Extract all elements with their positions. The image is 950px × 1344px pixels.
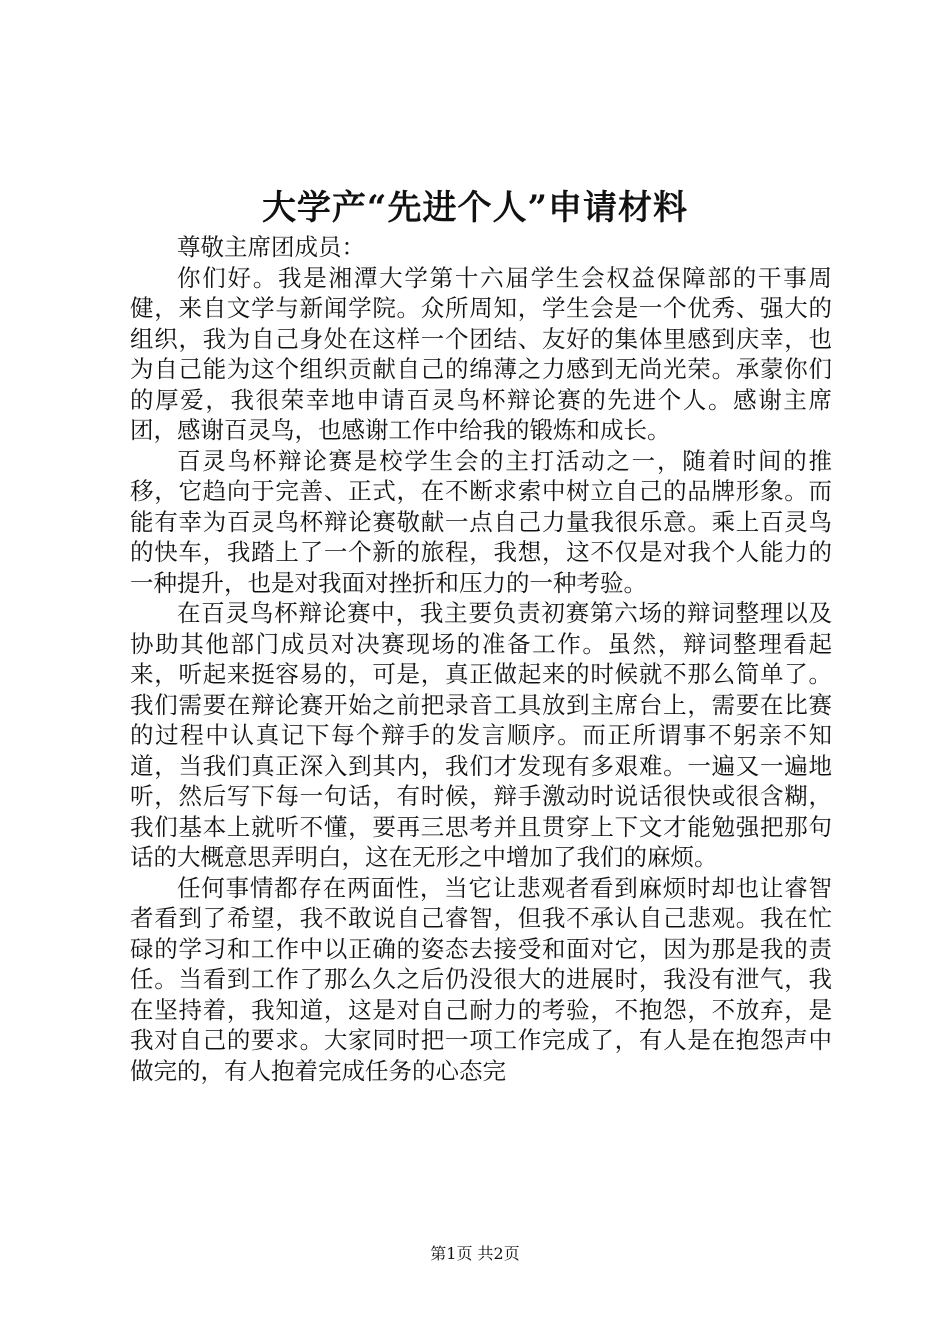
salutation: 尊敬主席团成员： [177, 233, 365, 261]
paragraph-4: 任何事情都存在两面性，当它让悲观者看到麻烦时却也让睿智者看到了希望，我不敢说自己睿智，但我不承认自己悲观。我在忙碌的学习和工作中以正确的姿态去接受和面对它，因为那是我的责任。当看到工作了那么久之后仍没很大的进展时，我没有泄气，我在坚持着，我知道，这是对自己耐力的考验，不抱怨，不放弃，是我对自己的要求。大家同时把一项工作完成了，有人是在抱怨声中做完的，有人抱着完成任务的心态完 [130, 873, 832, 1085]
paragraph-1: 你们好。我是湘潭大学第十六届学生会权益保障部的干事周健，来自文学与新闻学院。众所周知，学生会是一个优秀、强大的组织，我为自己身处在这样一个团结、友好的集体里感到庆幸，也为自己能为这个组织贡献自己的绵薄之力感到无尚光荣。承蒙你们的厚爱，我很荣幸地申请百灵鸟杯辩论赛的先进个人。感谢主席团，感谢百灵鸟，也感谢工作中给我的锻炼和成长。 [130, 263, 832, 444]
paragraph-3: 在百灵鸟杯辩论赛中，我主要负责初赛第六场的辩词整理以及协助其他部门成员对决赛现场的准备工作。虽然，辩词整理看起来，听起来挺容易的，可是，真正做起来的时候就不那么简单了。我们需要在辩论赛开始之前把录音工具放到主席台上，需要在比赛的过程中认真记下每个辩手的发言顺序。而正所谓事不躬亲不知道，当我们真正深入到其内，我们才发现有多艰难。一遍又一遍地听，然后写下每一句话，有时候，辩手激动时说话很快或很含糊，我们基本上就听不懂，要再三思考并且贯穿上下文才能勉强把那句话的大概意思弄明白，这在无形之中增加了我们的麻烦。 [130, 599, 832, 871]
page-number-footer: 第1页 共2页 [430, 1244, 520, 1263]
document-body [130, 232, 832, 1086]
paragraph-2: 百灵鸟杯辩论赛是校学生会的主打活动之一，随着时间的推移，它趋向于完善、正式，在不断求索中树立自己的品牌形象。而能有幸为百灵鸟杯辩论赛敬献一点自己力量我很乐意。乘上百灵鸟的快车，我踏上了一个新的旅程，我想，这不仅是对我个人能力的一种提升，也是对我面对挫折和压力的一种考验。 [130, 446, 832, 597]
document-title: 大学产“先进个人”申请材料 [261, 188, 689, 228]
